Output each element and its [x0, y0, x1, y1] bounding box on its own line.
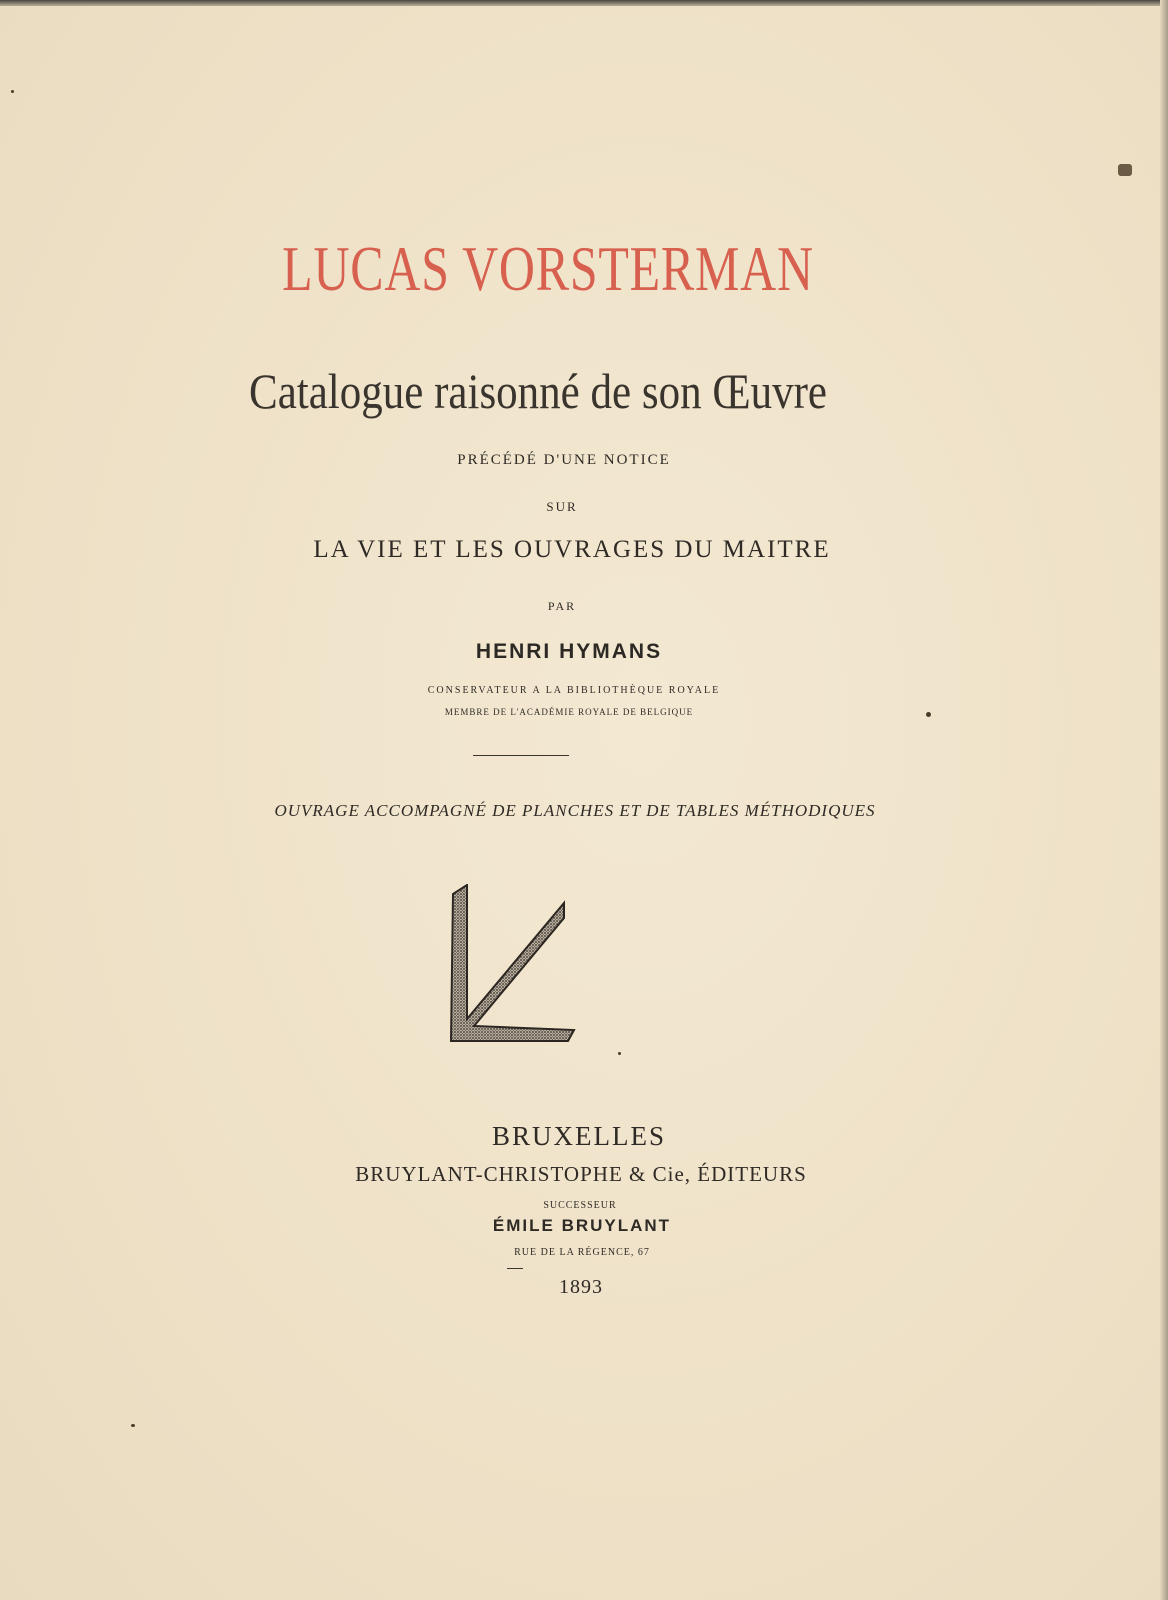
paper-speck	[11, 90, 14, 93]
work-note: OUVRAGE ACCOMPAGNÉ DE PLANCHES ET DE TABLES MÉTHODIQUES	[274, 801, 876, 820]
imprint-publisher: BRUYLANT-CHRISTOPHE & Cie, ÉDITEURS	[355, 1162, 807, 1186]
author-name: HENRI HYMANS	[475, 640, 663, 663]
book-subtitle: Catalogue raisonné de son Œuvre	[249, 363, 827, 419]
imprint-address: RUE DE LA RÉGENCE, 67	[514, 1247, 650, 1258]
imprint-successor: ÉMILE BRUYLANT	[492, 1216, 672, 1235]
author-credential-1: CONSERVATEUR A LA BIBLIOTHÈQUE ROYALE	[427, 685, 721, 696]
imprint-city: BRUXELLES	[491, 1121, 666, 1151]
year-rule	[507, 1268, 523, 1269]
book-title: LUCAS VORSTERMAN	[282, 233, 814, 304]
page-edge-right	[1160, 0, 1168, 1600]
imprint-year: 1893	[559, 1276, 603, 1298]
printers-mark-v-icon	[448, 884, 576, 1046]
topic-line: LA VIE ET LES OUVRAGES DU MAITRE	[313, 536, 831, 563]
imprint-successor-label: SUCCESSEUR	[543, 1200, 617, 1211]
preceded-line: PRÉCÉDÉ D'UNE NOTICE	[457, 452, 671, 468]
paper-speck	[618, 1052, 621, 1055]
divider-rule	[473, 755, 569, 756]
par-line: PAR	[547, 599, 577, 613]
sur-line: SUR	[546, 499, 578, 514]
page-edge-top	[0, 0, 1168, 6]
author-credential-2: MEMBRE DE L'ACADÉMIE ROYALE DE BELGIQUE	[444, 707, 694, 717]
paper-speck	[926, 712, 931, 717]
paper-speck	[1118, 164, 1132, 176]
paper-speck	[131, 1424, 135, 1427]
